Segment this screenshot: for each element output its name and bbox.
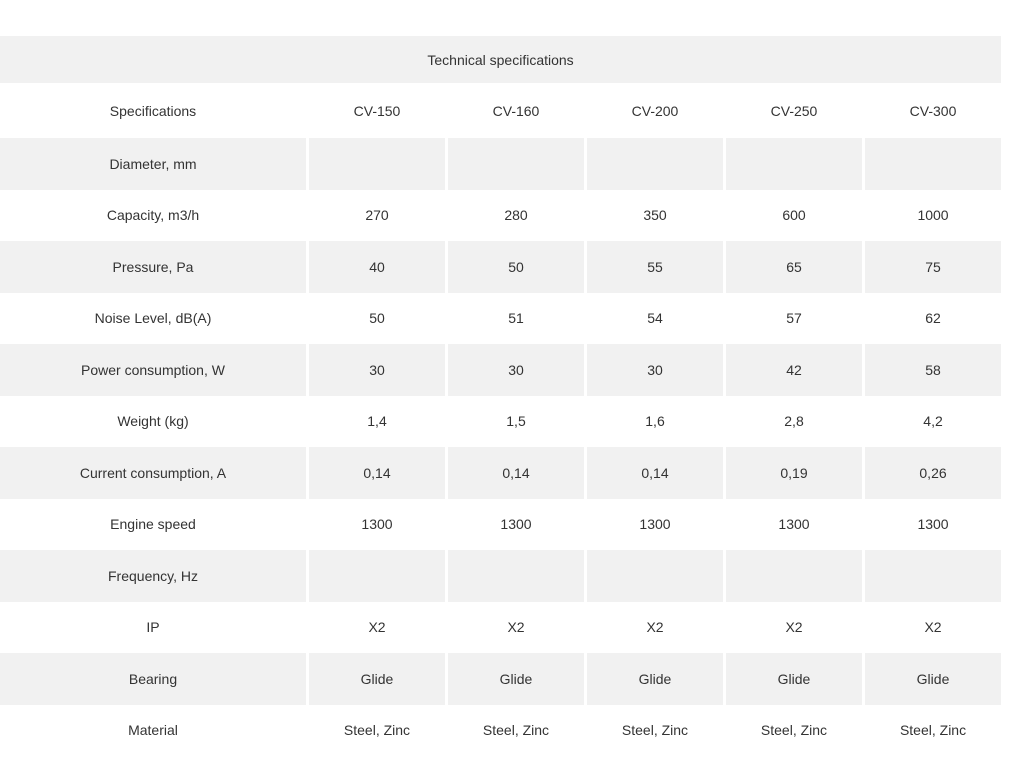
column-header: Specifications [0, 83, 306, 138]
row-label: IP [0, 602, 306, 654]
table-cell: 42 [726, 344, 862, 396]
table-cell: Steel, Zinc [587, 705, 723, 757]
table-cell: 62 [865, 293, 1001, 345]
table-cell: 0,19 [726, 447, 862, 499]
table-cell [309, 550, 445, 602]
row-label: Current consumption, A [0, 447, 306, 499]
column-header: CV-160 [448, 83, 584, 138]
table-cell: 55 [587, 241, 723, 293]
table-cell: X2 [587, 602, 723, 654]
table-cell: 1,5 [448, 396, 584, 448]
table-cell: 54 [587, 293, 723, 345]
table-cell: 4,2 [865, 396, 1001, 448]
table-cell: 40 [309, 241, 445, 293]
table-row [0, 653, 1001, 705]
table-row [0, 499, 1001, 551]
table-cell [448, 550, 584, 602]
table-row [0, 396, 1001, 448]
table-cell: X2 [865, 602, 1001, 654]
table-row [0, 190, 1001, 242]
table-cell [587, 550, 723, 602]
table-cell: 1300 [726, 499, 862, 551]
row-label: Weight (kg) [0, 396, 306, 448]
row-label: Pressure, Pa [0, 241, 306, 293]
table-cell: 270 [309, 190, 445, 242]
table-row [0, 602, 1001, 654]
table-cell: Glide [309, 653, 445, 705]
table-row [0, 550, 1001, 602]
table-cell [726, 550, 862, 602]
table-cell: 1,6 [587, 396, 723, 448]
table-cell [309, 138, 445, 190]
table-cell: 1,4 [309, 396, 445, 448]
table-cell: 30 [587, 344, 723, 396]
technical-specifications-table [0, 36, 1004, 756]
table-cell: 50 [448, 241, 584, 293]
table-cell: 0,14 [587, 447, 723, 499]
table-caption: Technical specifications [0, 36, 1001, 83]
table-cell: Glide [448, 653, 584, 705]
table-cell: 0,14 [448, 447, 584, 499]
table-cell: 0,14 [309, 447, 445, 499]
row-label: Bearing [0, 653, 306, 705]
table-row [0, 344, 1001, 396]
row-label: Diameter, mm [0, 138, 306, 190]
table-cell: 58 [865, 344, 1001, 396]
table-cell: Steel, Zinc [448, 705, 584, 757]
table-row [0, 705, 1001, 757]
table-cell [865, 138, 1001, 190]
table-cell: 1300 [448, 499, 584, 551]
table-cell: 600 [726, 190, 862, 242]
table-cell: 50 [309, 293, 445, 345]
row-label: Capacity, m3/h [0, 190, 306, 242]
table-row [0, 241, 1001, 293]
column-header: CV-300 [865, 83, 1001, 138]
row-label: Material [0, 705, 306, 757]
table-cell: 1000 [865, 190, 1001, 242]
row-label: Power consumption, W [0, 344, 306, 396]
table-cell: Steel, Zinc [726, 705, 862, 757]
column-header: CV-200 [587, 83, 723, 138]
table-cell: Glide [865, 653, 1001, 705]
column-header: CV-250 [726, 83, 862, 138]
table-cell: 30 [448, 344, 584, 396]
table-cell: 30 [309, 344, 445, 396]
table-cell: 1300 [865, 499, 1001, 551]
row-label: Noise Level, dB(A) [0, 293, 306, 345]
table-row [0, 138, 1001, 190]
table-cell: 0,26 [865, 447, 1001, 499]
table-cell: 280 [448, 190, 584, 242]
table-cell: 350 [587, 190, 723, 242]
table-cell: 2,8 [726, 396, 862, 448]
table-header-row [0, 83, 1001, 138]
table-cell: Glide [587, 653, 723, 705]
table-cell: 1300 [587, 499, 723, 551]
row-label: Engine speed [0, 499, 306, 551]
table-cell: 1300 [309, 499, 445, 551]
table-cell: Steel, Zinc [865, 705, 1001, 757]
row-label: Frequency, Hz [0, 550, 306, 602]
table-row [0, 293, 1001, 345]
table-cell [865, 550, 1001, 602]
table-cell: 65 [726, 241, 862, 293]
column-header: CV-150 [309, 83, 445, 138]
table-cell [587, 138, 723, 190]
table-cell [448, 138, 584, 190]
table-cell: X2 [726, 602, 862, 654]
table-cell: 57 [726, 293, 862, 345]
table-cell: X2 [309, 602, 445, 654]
table-cell: 51 [448, 293, 584, 345]
table-caption-row [0, 36, 1001, 83]
table-cell: Glide [726, 653, 862, 705]
table-cell: 75 [865, 241, 1001, 293]
table-cell: Steel, Zinc [309, 705, 445, 757]
table-cell [726, 138, 862, 190]
table-row [0, 447, 1001, 499]
table-cell: X2 [448, 602, 584, 654]
